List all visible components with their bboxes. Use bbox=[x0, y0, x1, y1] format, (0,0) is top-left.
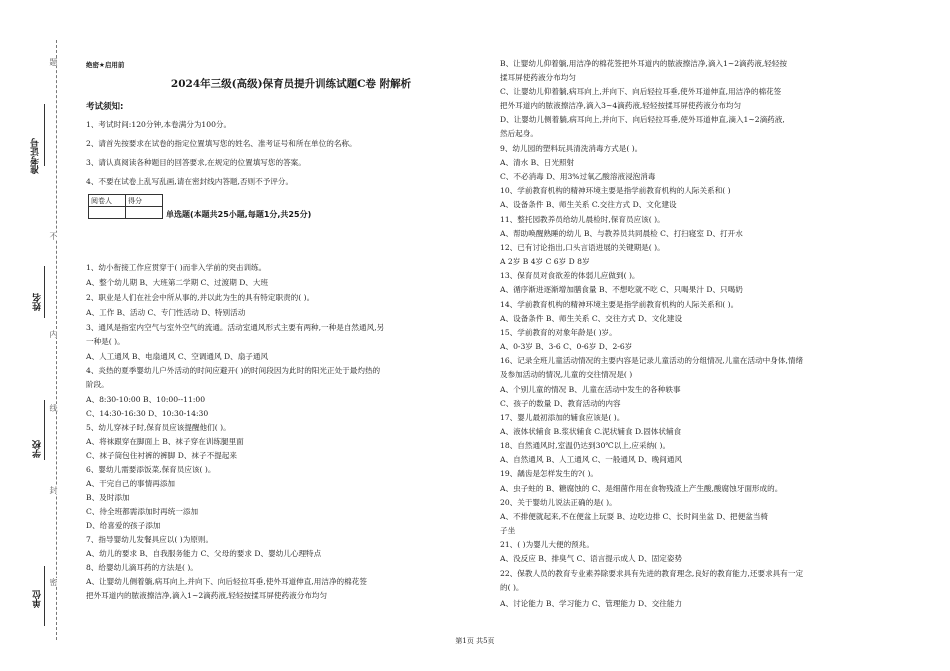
question-line: C、孩子的数量 D、教育活动的内容 bbox=[500, 399, 621, 408]
question-line: A、设备条件 B、师生关系 C.交往方式 D、文化建设 bbox=[500, 200, 677, 209]
grader-header: 阅卷人 bbox=[89, 195, 126, 207]
seal-mark: 不 bbox=[49, 232, 58, 240]
question-line: 17、婴儿最初添加的辅食应该是( )。 bbox=[500, 413, 625, 422]
question-line: A、自然通风 B、人工通风 C、一般通风 D、晚间通风 bbox=[500, 455, 683, 464]
exam-number-label: 准考证号 bbox=[31, 138, 41, 174]
question-line: 19、龋齿是怎样发生的?( )。 bbox=[500, 469, 599, 478]
notice-item: 3、请认真阅读各种题目的回答要求,在规定的位置填写您的答案。 bbox=[86, 158, 306, 167]
question-line: 把外耳道内的脓液擦洁净,滴入1~2滴药液,轻轻按揉耳屏使药液分布均匀 bbox=[86, 591, 328, 600]
question-line: D、让婴幼儿侧着躺,病耳向上,并向下、向后轻拉耳垂,使外耳道伸直,滴入1~2滴药液, bbox=[500, 115, 785, 124]
question-line: C、14:30-16:30 D、10:30-14:30 bbox=[86, 409, 209, 418]
question-line: 10、学前教育机构的精神环境主要是指学前教育机构的人际关系和( ) bbox=[500, 186, 731, 195]
question-line: 13、保育员对食欲差的体弱儿应做到( )。 bbox=[500, 271, 640, 280]
score-table bbox=[88, 194, 163, 219]
page-footer: 第1页 共5页 bbox=[455, 637, 495, 645]
question-line: A、讨论能力 B、学习能力 C、管理能力 D、交往能力 bbox=[500, 599, 683, 608]
question-line: 16、记录全班儿童活动情况的主要内容是记录儿童活动的分组情况,儿童在活动中身体,情绪 bbox=[500, 356, 804, 365]
question-line: A、帮助唤醒熟睡的幼儿 B、与教养员共同晨检 C、打扫寝室 D、打开水 bbox=[500, 229, 743, 238]
question-line: 8、给婴幼儿滴耳药的方法是( )。 bbox=[86, 563, 198, 572]
question-line: A、虫子蛀的 B、糖腐蚀的 C、是细菌作用在食物残渣上产生酸,酸腐蚀牙面形成的。 bbox=[500, 484, 783, 493]
section-title: 单选题(本题共25小题,每题1分,共25分) bbox=[166, 210, 312, 219]
question-line: A 2岁 B 4岁 C 6岁 D 8岁 bbox=[500, 257, 590, 266]
question-line: 2、职业是人们在社会中所从事的,并以此为生的具有特定职责的( )。 bbox=[86, 293, 315, 302]
score-cell[interactable] bbox=[126, 207, 163, 219]
confidential-mark: 绝密★启用前 bbox=[86, 61, 125, 69]
question-line: 把外耳道内的脓液擦洁净,滴入3~4滴药液,轻轻按揉耳屏使药液分布均匀 bbox=[500, 101, 742, 110]
seal-mark-top: 题 bbox=[49, 58, 58, 66]
question-line: 15、学前教育的对象年龄是( )岁。 bbox=[500, 328, 617, 337]
question-line: A、工作 B、活动 C、专门性活动 D、特别活动 bbox=[86, 308, 246, 317]
question-line: A、干完自己的事情再添加 bbox=[86, 479, 176, 488]
question-line: B、及时添加 bbox=[86, 493, 130, 502]
question-line: 21、( )为婴儿大便的预兆。 bbox=[500, 540, 594, 549]
question-line: A、将袜跟穿在脚面上 B、袜子穿在训练腿里面 bbox=[86, 437, 244, 446]
question-line: A、人工通风 B、电扇通风 C、空调通风 D、扇子通风 bbox=[86, 352, 269, 361]
exam-number-field[interactable] bbox=[44, 104, 45, 166]
question-line: 1、幼小衔接工作应贯穿于( )而非入学前的突击训练。 bbox=[86, 263, 267, 272]
question-line: 18、自然通风时,室温仍达到30℃以上,应采纳( )。 bbox=[500, 441, 671, 450]
page-title: 2024年三级(高级)保育员提升训练试题C卷 附解析 bbox=[170, 78, 412, 90]
seal-mark: 密 bbox=[49, 578, 58, 586]
seal-mark: 封 bbox=[49, 486, 58, 494]
question-line: C、待全班都需添加时再统一添加 bbox=[86, 507, 199, 516]
name-label: 姓名 bbox=[33, 293, 43, 311]
question-line: 3、通风是指室内空气与室外空气的流通。活动室通风形式主要有两种,一种是自然通风,另 bbox=[86, 323, 385, 332]
question-line: A、清水 B、日光照射 bbox=[500, 158, 575, 167]
question-line: A、循序渐进逐渐增加膳食量 B、不想吃就不吃 C、只喝果汁 D、只喝奶 bbox=[500, 285, 743, 294]
question-line: 5、幼儿穿袜子时,保育员应该提醒他们( )。 bbox=[86, 423, 231, 432]
question-line: C、让婴幼儿仰着躺,病耳向上,并向下、向后轻拉耳垂,使外耳道伸直,用洁净的棉花签 bbox=[500, 87, 782, 96]
question-line: C、不必消毒 D、用3%过氧乙酸溶液浸泡消毒 bbox=[500, 172, 656, 181]
question-line: A、没反应 B、排臭气 C、语言提示成人 D、固定姿势 bbox=[500, 554, 683, 563]
question-line: A、设备条件 B、师生关系 C、交往方式 D、文化建设 bbox=[500, 314, 683, 323]
question-line: 揉耳屏使药液分布均匀 bbox=[500, 73, 576, 82]
unit-field[interactable] bbox=[44, 566, 45, 626]
question-line: 12、已有讨论指出,口头言语进展的关键期是( )。 bbox=[500, 243, 665, 252]
school-field[interactable] bbox=[44, 400, 45, 460]
binding-margin bbox=[0, 0, 72, 671]
question-line: 20、关于婴幼儿说法正确的是( )。 bbox=[500, 498, 617, 507]
question-line: A、0-3岁 B、3-6 C、0-6岁 D、2-6岁 bbox=[500, 342, 633, 351]
notice-item: 2、请首先按要求在试卷的指定位置填写您的姓名、准考证号和所在单位的名称。 bbox=[86, 139, 357, 148]
question-line: 14、学前教育机构的精神环境主要是指学前教育机构的人际关系和( )。 bbox=[500, 300, 739, 309]
question-line: A、不排便就起来,不在便盆上玩耍 B、边吃边排 C、长时间坐盆 D、把便盆当椅 bbox=[500, 512, 769, 521]
question-line: 然后起身。 bbox=[500, 129, 538, 138]
question-line: 6、婴幼儿需要添饭菜,保育员应该( )。 bbox=[86, 465, 216, 474]
question-line: A、个别儿童的情况 B、儿童在活动中发生的各种轶事 bbox=[500, 385, 681, 394]
question-line: 22、保教人员的教育专业素养除要求具有先进的教育理念,良好的教育能力,还要求具有一定 bbox=[500, 569, 804, 578]
seal-mark: 内 bbox=[49, 330, 58, 338]
question-line: A、幼儿的要求 B、自我服务能力 C、父母的要求 D、婴幼儿心理特点 bbox=[86, 549, 322, 558]
question-line: C、袜子筒包住衬裤的裤脚 D、袜子不提起来 bbox=[86, 451, 237, 460]
notice-item: 4、不要在试卷上乱写乱画,请在密封线内答题,否则不予评分。 bbox=[86, 177, 294, 186]
seal-mark: 线 bbox=[49, 404, 58, 412]
question-line: B、让婴幼儿仰着躺,用洁净的棉花签把外耳道内的脓液擦洁净,滴入1~2滴药液,轻轻按 bbox=[500, 59, 788, 68]
grader-cell[interactable] bbox=[89, 207, 126, 219]
question-line: 7、指导婴幼儿发餐具应以( )为原则。 bbox=[86, 535, 214, 544]
school-label: 学校 bbox=[33, 440, 43, 458]
unit-label: 单位 bbox=[33, 590, 43, 608]
notice-heading: 考试须知: bbox=[86, 102, 124, 112]
question-line: 子坐 bbox=[500, 526, 516, 535]
seal-line bbox=[56, 40, 57, 640]
question-line: A、让婴幼儿侧着躺,病耳向上,并向下、向后轻拉耳垂,使外耳道伸直,用洁净的棉花签 bbox=[86, 577, 367, 586]
question-line: D、给喜爱的孩子添加 bbox=[86, 521, 161, 530]
question-line: 阶段。 bbox=[86, 380, 109, 389]
question-line: 9、幼儿园的塑料玩具清洗消毒方式是( )。 bbox=[500, 144, 643, 153]
question-line: A、整个幼儿期 B、大班第二学期 C、过渡期 D、大班 bbox=[86, 278, 269, 287]
notice-item: 1、考试时间:120分钟,本卷满分为100分。 bbox=[86, 120, 232, 129]
question-line: A、8:30-10:00 B、10:00--11:00 bbox=[86, 395, 206, 404]
score-header: 得分 bbox=[126, 195, 163, 207]
name-field[interactable] bbox=[44, 266, 45, 318]
question-line: 一种是( )。 bbox=[86, 337, 125, 346]
question-line: 11、整托园教养员给幼儿晨检时,保育员应该( )。 bbox=[500, 215, 665, 224]
question-line: 及参加活动的情况,儿童的交往情况是( ) bbox=[500, 370, 633, 379]
question-line: A、液体状辅食 B.浆状辅食 C.泥状辅食 D.固体状辅食 bbox=[500, 427, 682, 436]
question-line: 4、炎热的夏季婴幼儿户外活动的时间应避开( )的时间段因为此时的阳光正处于最灼热的 bbox=[86, 366, 381, 375]
question-line: 的( )。 bbox=[500, 583, 524, 592]
